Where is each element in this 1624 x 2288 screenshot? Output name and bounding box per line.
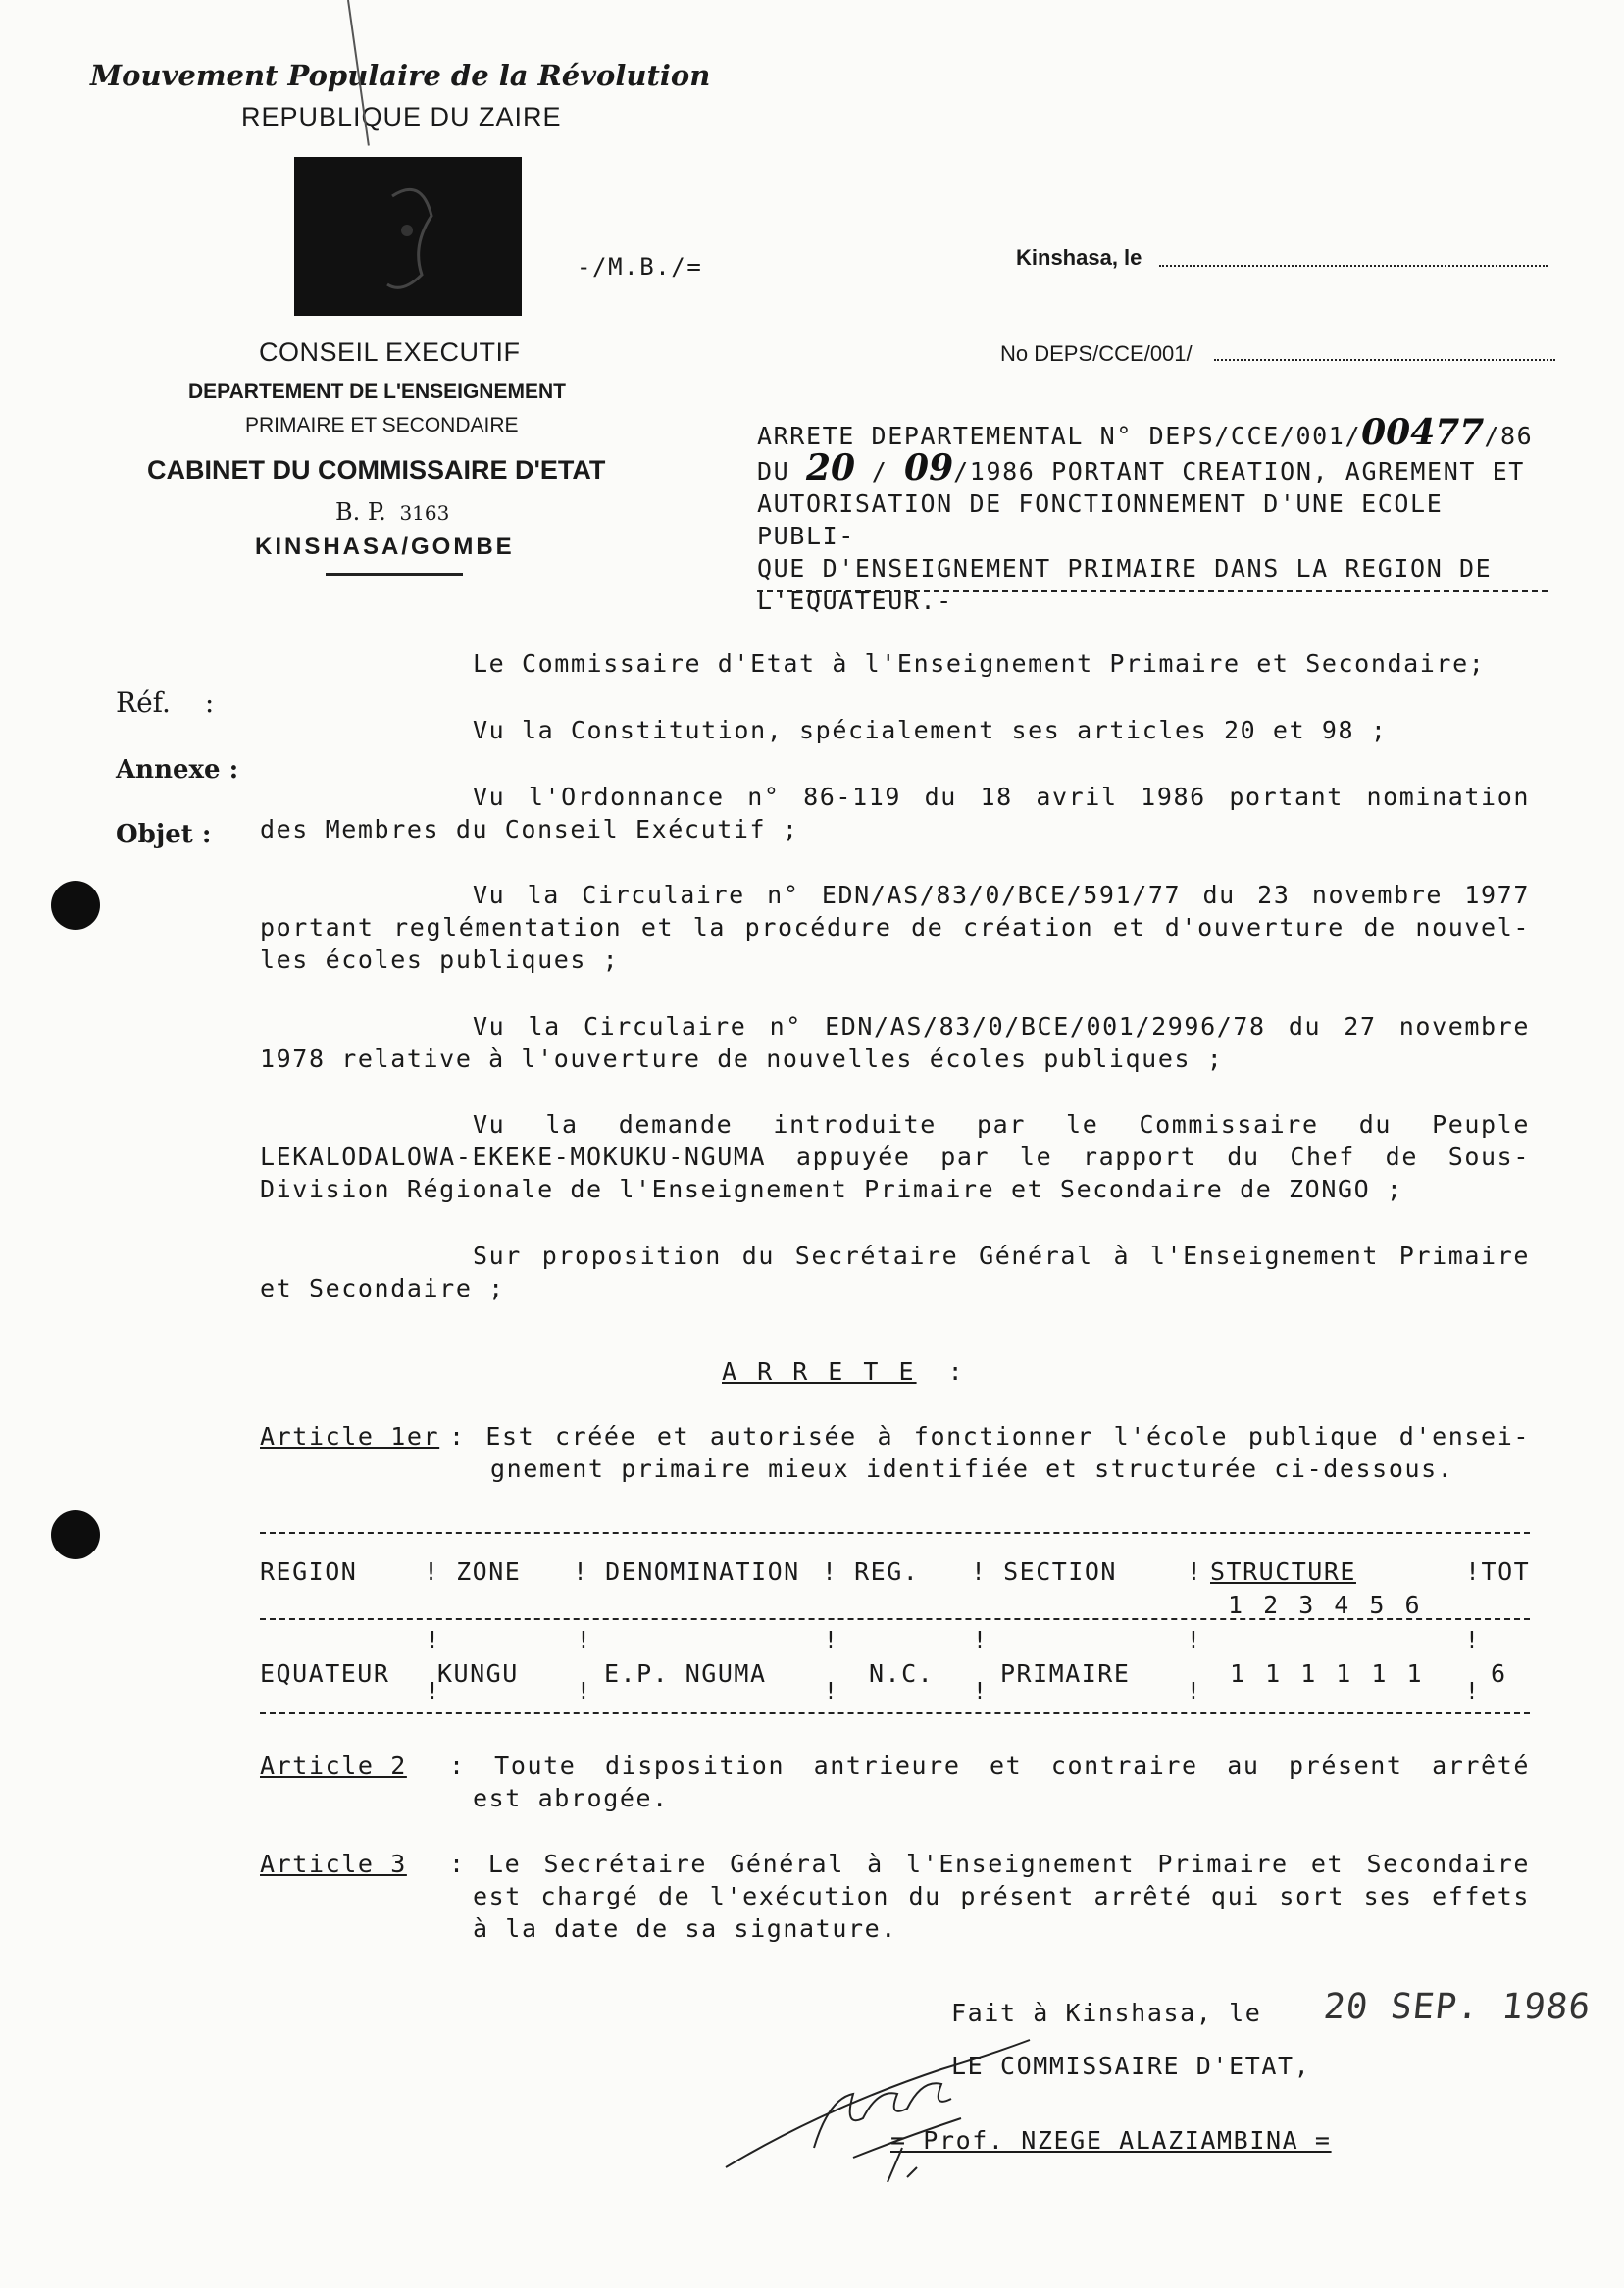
decree-number-prefix: ARRETE DEPARTEMENTAL N° DEPS/CCE/001/	[757, 422, 1362, 450]
table-separator: !	[973, 1679, 987, 1704]
table-separator: !	[1465, 1679, 1479, 1704]
ref-mark: -/M.B./=	[577, 253, 703, 280]
table-separator: !	[1465, 1628, 1479, 1653]
vu-demande-line-3: Division Régionale de l'Enseignement Primaire et Secondaire de ZONGO ;	[260, 1175, 1403, 1203]
table-separator: !	[1187, 1679, 1200, 1704]
cell-region: EQUATEUR	[260, 1659, 390, 1688]
table-bottom-rule	[260, 1712, 1530, 1714]
article-2-line-1: : Toute disposition antrieure et contraire au présent arrêté	[449, 1752, 1530, 1780]
table-separator: !	[577, 1679, 590, 1704]
vu-circulaire-1978-line-1: Vu la Circulaire n° EDN/AS/83/0/BCE/001/2996/78 du 27 novembre	[473, 1012, 1530, 1041]
vu-ordonnance-line-1: Vu l'Ordonnance n° 86-119 du 18 avril 1986 portant nomination	[473, 783, 1530, 811]
decree-title-line-2: DU 20 / 09/1986 PORTANT CREATION, AGREMENT ET	[757, 447, 1525, 488]
emblem-figure-icon	[294, 157, 522, 316]
article-2-label-text: Article 2	[260, 1752, 407, 1780]
republic-heading: REPUBLIQUE DU ZAIRE	[241, 102, 562, 131]
cabinet-heading: CABINET DU COMMISSAIRE D'ETAT	[147, 455, 606, 484]
vu-demande-line-2: LEKALODALOWA-EKEKE-MOKUKU-NGUMA appuyée par le rapport du Chef de Sous-	[260, 1143, 1530, 1171]
vu-circulaire-1977-line-2: portant reglémentation et la procédure de création et d'ouverture de nouvel-	[260, 913, 1530, 941]
sur-proposition-line-1: Sur proposition du Secrétaire Général à l'Enseignement Primaire	[473, 1242, 1530, 1270]
decree-title	[757, 412, 1551, 617]
bp-label: B. P.	[335, 498, 386, 526]
movement-heading: Mouvement Populaire de la Révolution	[90, 59, 711, 92]
signature-title: LE COMMISSAIRE D'ETAT,	[951, 2052, 1311, 2080]
punch-hole-top	[51, 881, 100, 930]
department-line-1: DEPARTEMENT DE L'ENSEIGNEMENT	[188, 381, 566, 403]
table-separator: !	[426, 1628, 439, 1653]
place-date-label: Kinshasa, le	[1016, 245, 1142, 270]
vu-circulaire-1977-line-1: Vu la Circulaire n° EDN/AS/83/0/BCE/591/77 du 23 novembre 1977	[473, 881, 1530, 909]
decree-title-line-1	[757, 412, 1551, 453]
ref-number-label: No DEPS/CCE/001/	[1000, 341, 1193, 366]
decree-number-suffix: /86	[1484, 422, 1534, 450]
table-separator: !	[973, 1628, 987, 1653]
table-top-rule	[260, 1532, 1530, 1534]
header-section: ! SECTION	[971, 1557, 1117, 1586]
place-date-line	[1159, 265, 1548, 267]
vu-constitution: Vu la Constitution, spécialement ses articles 20 et 98 ;	[473, 716, 1388, 744]
header-structure-bang: !	[1187, 1557, 1203, 1586]
decree-title-line-4: QUE D'ENSEIGNEMENT PRIMAIRE DANS LA REGION DE	[757, 554, 1493, 583]
city-underline	[326, 573, 463, 576]
decree-number-handwritten: 00477	[1361, 412, 1485, 453]
annexe-label: Annexe :	[116, 755, 239, 785]
cell-structure: 1 1 1 1 1 1	[1230, 1659, 1425, 1688]
ref-label-text: Réf.	[116, 686, 171, 719]
handwritten-signature-icon	[706, 2001, 1059, 2197]
table-header-rule	[260, 1618, 1530, 1620]
vu-circulaire-1978-line-2: 1978 relative à l'ouverture de nouvelles écoles publiques ;	[260, 1044, 1224, 1073]
sur-proposition-line-2: et Secondaire ;	[260, 1274, 505, 1302]
vu-circulaire-1977	[260, 879, 1530, 976]
article-3-label	[260, 1848, 407, 1880]
arrete-heading-text: A R R E T E	[722, 1357, 917, 1386]
arrete-heading-colon: :	[947, 1357, 966, 1386]
article-1-text	[449, 1420, 1530, 1485]
decree-day-handwritten: 20	[805, 447, 856, 488]
city-heading: KINSHASA/GOMBE	[255, 534, 515, 560]
ref-label	[116, 686, 214, 719]
cell-zone: KUNGU	[437, 1659, 519, 1688]
department-line-2: PRIMAIRE ET SECONDAIRE	[245, 414, 519, 436]
signature-place-date: Fait à Kinshasa, le	[951, 1999, 1262, 2027]
vu-ordonnance	[260, 781, 1530, 845]
decree-date-suffix: /1986 PORTANT CREATION, AGREMENT ET	[953, 457, 1525, 485]
council-heading: CONSEIL EXECUTIF	[259, 337, 521, 367]
header-denomination: ! DENOMINATION	[573, 1557, 800, 1586]
article-2-line-2: est abrogée.	[473, 1784, 669, 1812]
signatory-name-text: = Prof. NZEGE ALAZIAMBINA =	[890, 2126, 1332, 2155]
decree-title-underline	[757, 590, 1548, 592]
header-zone: ! ZONE	[424, 1557, 522, 1586]
cell-tot: 6	[1491, 1659, 1507, 1688]
decree-date-prefix: DU	[757, 457, 790, 485]
table-separator: !	[824, 1628, 837, 1653]
header-region: REGION	[260, 1557, 358, 1586]
vu-demande	[260, 1108, 1530, 1205]
emblem-image	[294, 157, 522, 316]
vu-ordonnance-line-2: des Membres du Conseil Exécutif ;	[260, 815, 799, 843]
header-reg: ! REG.	[822, 1557, 920, 1586]
article-1-line-1: : Est créée et autorisée à fonctionner l'école publique d'ensei-	[449, 1422, 1530, 1450]
article-3-line-1: : Le Secrétaire Général à l'Enseignement Primaire et Secondaire	[449, 1850, 1530, 1878]
decree-title-line-5: L'EQUATEUR.-	[757, 586, 953, 615]
article-2-label	[260, 1750, 407, 1782]
header-structure: STRUCTURE	[1210, 1557, 1356, 1586]
objet-label: Objet :	[116, 820, 212, 849]
bp-number: 3163	[399, 501, 450, 525]
table-separator: !	[577, 1628, 590, 1653]
vu-circulaire-1977-line-3: les écoles publiques ;	[260, 945, 620, 974]
cell-denomination: E.P. NGUMA	[604, 1659, 767, 1688]
article-3-line-2: est chargé de l'exécution du présent arrêté qui sort ses effets	[473, 1882, 1530, 1910]
bp-line	[335, 498, 449, 526]
intro-line: Le Commissaire d'Etat à l'Enseignement Primaire et Secondaire;	[473, 649, 1486, 678]
article-3-label-text: Article 3	[260, 1850, 407, 1878]
vu-demande-line-1: Vu la demande introduite par le Commissaire du Peuple	[473, 1110, 1530, 1139]
article-2-text	[449, 1750, 1530, 1814]
decree-month-handwritten: 09	[904, 447, 954, 488]
punch-hole-bottom	[51, 1510, 100, 1559]
signature-date-stamp: 20 SEP. 1986	[1321, 1987, 1594, 2027]
article-1-label	[260, 1420, 439, 1452]
article-1-line-2: gnement primaire mieux identifiée et structurée ci-dessous.	[490, 1454, 1454, 1483]
cell-reg: N.C.	[869, 1659, 935, 1688]
sur-proposition	[260, 1240, 1530, 1304]
table-separator: !	[426, 1679, 439, 1704]
decree-title-line-3: AUTORISATION DE FONCTIONNEMENT D'UNE ECOLE PUBLI-	[757, 489, 1444, 550]
cell-section: PRIMAIRE	[1000, 1659, 1131, 1688]
article-3-line-3: à la date de sa signature.	[473, 1914, 897, 1943]
article-1-label-text: Article 1er	[260, 1422, 440, 1450]
header-tot: !TOT	[1465, 1557, 1531, 1586]
vu-circulaire-1978	[260, 1010, 1530, 1075]
table-separator: !	[1187, 1628, 1200, 1653]
arrete-heading	[722, 1355, 966, 1388]
table-separator: !	[824, 1679, 837, 1704]
ref-label-colon: :	[204, 686, 215, 719]
ref-number-line	[1214, 359, 1555, 361]
header-structure-numbers: 1 2 3 4 5 6	[1228, 1591, 1423, 1619]
article-3-text	[449, 1848, 1530, 1945]
